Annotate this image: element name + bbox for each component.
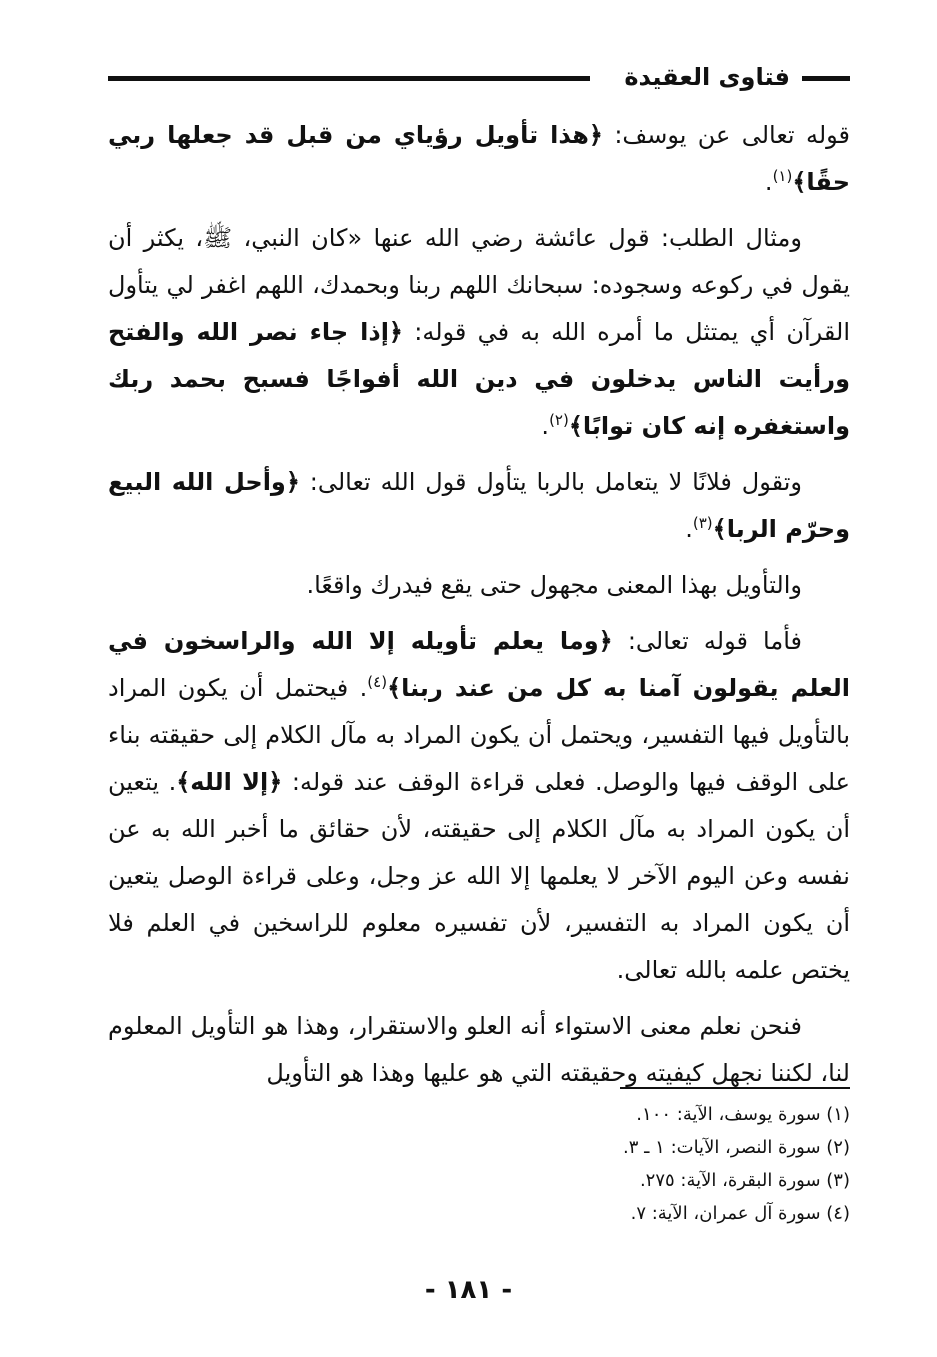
quran-quote: ﴿وما يعلم تأويله إلا الله والراسخون في العلم يقولون آمنا به كل من عند ربنا﴾: [108, 627, 850, 702]
running-header: [108, 52, 850, 102]
paragraph-text: والتأويل بهذا المعنى مجهول حتى يقع فيدرك واقعًا.: [306, 571, 802, 599]
paragraph-text: . فيحتمل أن يكون المراد بالتأويل فيها التفسير، ويحتمل أن يكون المراد به مآل الكلام إلى حقيقته بناء على الوقف فيها والوصل. فعلى قراءة الوقف عند قوله:: [108, 674, 850, 796]
quran-quote: ﴿إذا جاء نصر الله والفتح ورأيت الناس يدخلون في دين الله أفواجًا فسبح بحمد ربك واستغفره إنه كان توابًا﴾: [108, 318, 850, 440]
header-title: فتاوى العقيدة: [624, 63, 790, 91]
footnote-marker: (١): [772, 167, 793, 185]
header-rule-right: [802, 76, 850, 81]
footnote-marker: (٤): [367, 673, 388, 691]
quran-quote: ﴿هذا تأويل رؤياي من قبل قد جعلها ربي حقًا﴾: [108, 121, 850, 196]
footnote-2: (٢) سورة النصر، الآيات: ١ ـ ٣.: [623, 1137, 850, 1158]
paragraph-2: [108, 215, 850, 450]
paragraph-text: ومثال الطلب: قول عائشة رضي الله عنها «كان النبي، ﷺ، يكثر أن يقول في ركوعه وسجوده: سبحانك اللهم ربنا وبحمدك، اللهم اغفر لي يتأول القرآن أي يمتثل ما أمره الله به في قوله:: [108, 224, 850, 346]
paragraph-text: .: [541, 412, 550, 440]
paragraph-text: .: [764, 168, 773, 196]
footnote-separator: [620, 1087, 850, 1089]
footnote-4: (٤) سورة آل عمران، الآية: ٧.: [630, 1203, 850, 1224]
footnotes: [108, 1098, 850, 1230]
paragraph-text: .: [685, 515, 693, 543]
quran-quote: ﴿وأحل الله البيع وحرّم الربا﴾: [108, 468, 850, 543]
paragraph-4: [108, 562, 850, 609]
footnote-3: (٣) سورة البقرة، الآية: ٢٧٥.: [639, 1170, 850, 1191]
main-text: [108, 112, 850, 1106]
paragraph-text: وتقول فلانًا لا يتعامل بالربا يتأول قول الله تعالى:: [299, 468, 802, 496]
paragraph-3: [108, 459, 850, 553]
paragraph-6: [108, 1003, 850, 1097]
page-number: - ١٨١ -: [424, 1275, 513, 1305]
footnote-1: (١) سورة يوسف، الآية: ١٠٠.: [636, 1104, 850, 1125]
paragraph-text: فأما قوله تعالى:: [612, 627, 802, 655]
paragraph-text: فنحن نعلم معنى الاستواء أنه العلو والاستقرار، وهذا هو التأويل المعلوم لنا، لكننا نجهل كيفيته وحقيقته التي هو عليها وهذا هو التأويل: [108, 1012, 850, 1087]
paragraph-text: قوله تعالى عن يوسف:: [602, 121, 850, 149]
paragraph-1: [108, 112, 850, 206]
quran-quote: ﴿إلا الله﴾: [176, 768, 283, 796]
footnote-marker: (٢): [549, 411, 569, 429]
footnote-marker: (٣): [692, 514, 713, 532]
header-rule-left: [108, 76, 590, 81]
paragraph-text: . يتعين أن يكون المراد به مآل الكلام إلى حقيقته، لأن حقائق ما أخبر الله به عن نفسه وعن اليوم الآخر لا يعلمها إلا الله عز وجل، وعلى قراءة الوصل يتعين أن يكون المراد به التفسير، لأن تفسيره معلوم للراسخين في العلم فلا يختص علمه بالله تعالى.: [108, 768, 850, 984]
paragraph-5: [108, 618, 850, 994]
